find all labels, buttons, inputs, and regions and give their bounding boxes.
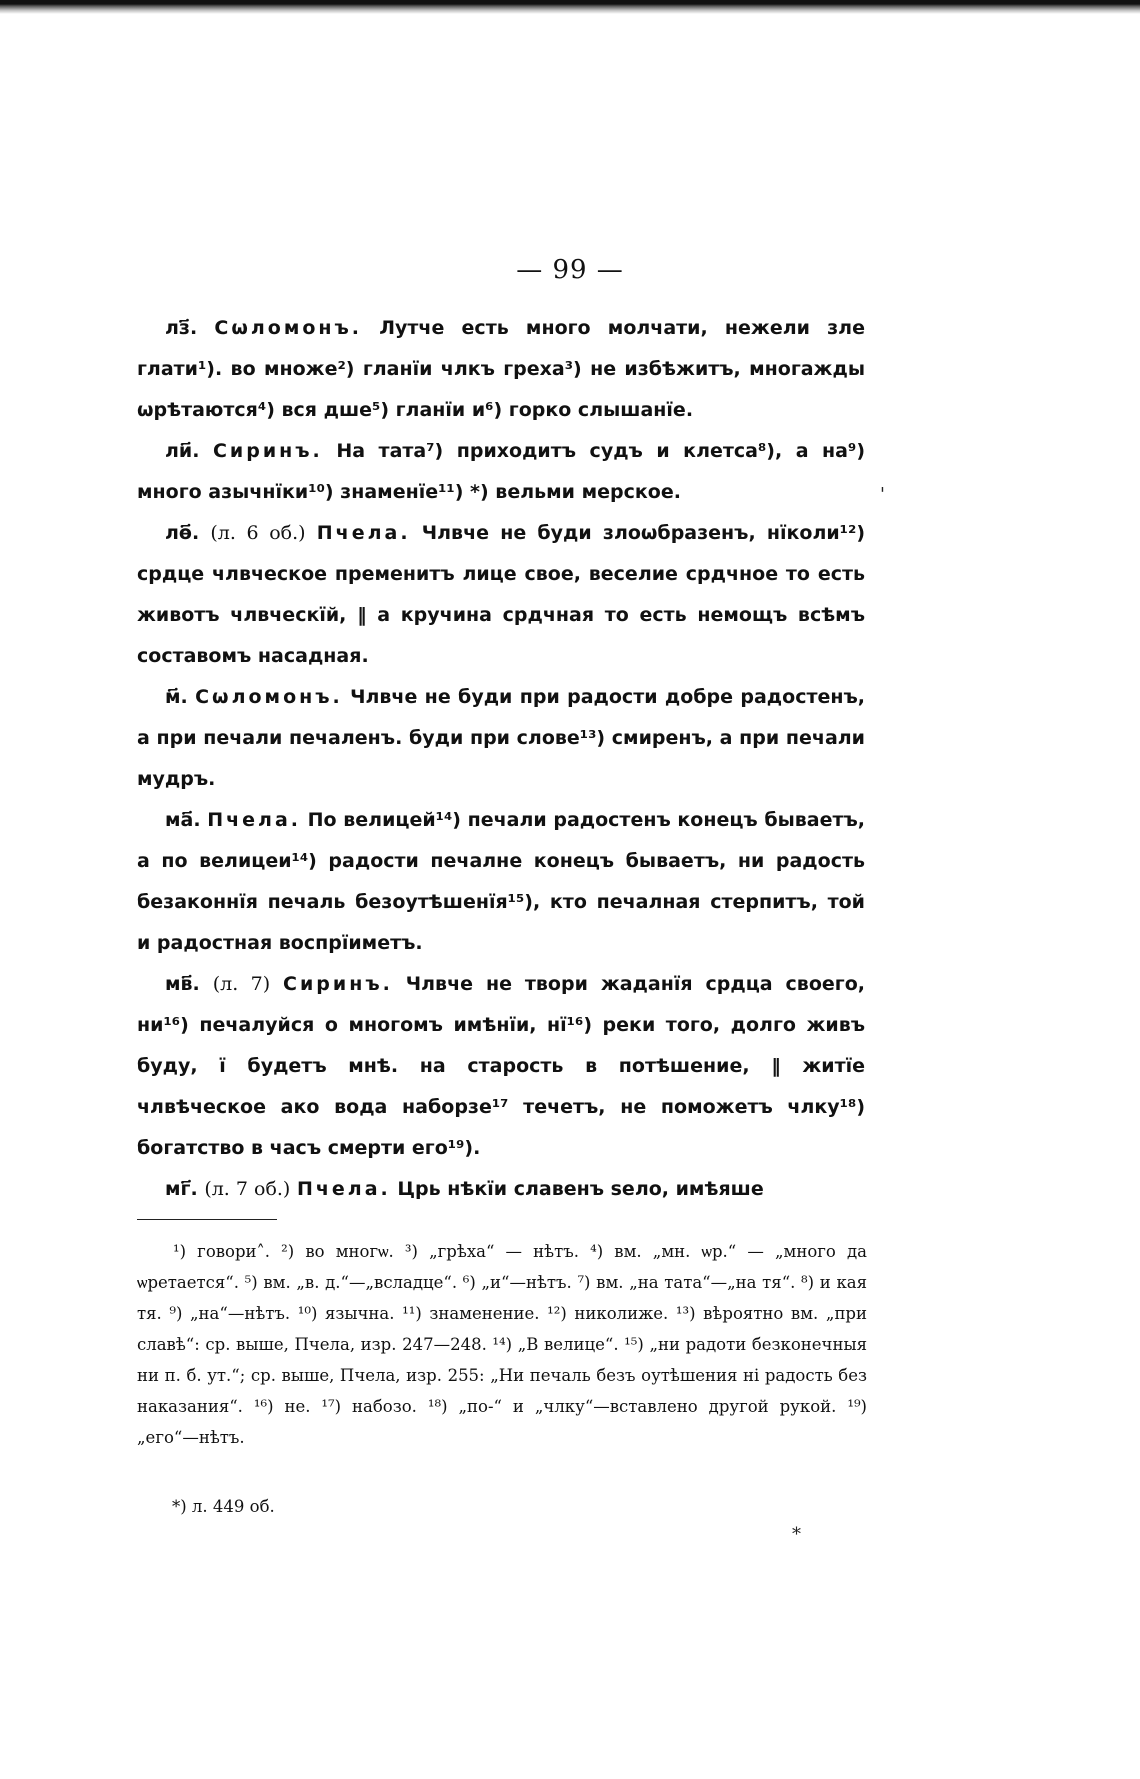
paragraph-number: мв҃. — [165, 973, 200, 995]
scan-speck: * — [792, 1524, 801, 1545]
scan-speck: ' — [880, 484, 885, 505]
paragraph-text: Лутче есть много молчати, нежели зле глати¹). во множе²) гланїи члкъ греха³) не избѣжитъ, многажды ѡрѣтаются⁴) вся дше⁵) гланїи и⁶) горко слышанїе. — [137, 317, 865, 421]
paragraph — [137, 308, 865, 431]
footnote-divider — [137, 1219, 277, 1220]
folio-reference: (л. 7) — [212, 973, 271, 995]
speaker-name: Сиринъ. — [212, 440, 323, 462]
paragraph — [137, 800, 865, 964]
paragraph-number: лѳ҃. — [165, 522, 200, 544]
folio-reference: (л. 7 об.) — [204, 1178, 291, 1200]
paragraph — [137, 677, 865, 800]
paragraph-number: м҃. — [165, 686, 188, 708]
speaker-name: Сѡломонъ. — [195, 686, 343, 708]
paragraph-text: Црь нѣкїи славенъ ѕело, имѣяше — [397, 1178, 764, 1200]
main-text — [137, 308, 865, 1210]
speaker-name: Пчела. — [316, 522, 411, 544]
paragraph-text: Члвче не буди при радости добре радостенъ, а при печали печаленъ. буди при слове¹³) смиренъ, а при печали мудръ. — [137, 686, 865, 790]
paragraph-number: ли҃. — [165, 440, 200, 462]
paragraph-text: По велицей¹⁴) печали радостенъ конецъ бываетъ, а по велицеи¹⁴) радости печалне конецъ бываетъ, ни радость безаконнїя печаль безоутѣшенїя¹⁵), кто печалная стерпитъ, той и радостная воспрїиметъ. — [137, 809, 866, 954]
paragraph-number: лз҃. — [165, 317, 198, 339]
folio-reference: (л. 6 об.) — [210, 522, 306, 544]
speaker-name: Пчела. — [207, 809, 302, 831]
speaker-name: Сѡломонъ. — [214, 317, 363, 339]
footnotes: ¹) говори˄. ²) во многѡ. ³) „грѣха“ — нѣтъ. ⁴) вм. „мн. ѡр.“ — „много да ѡретается“. ⁵) вм. „в. д.“—„всладце“. ⁶) „и“—нѣтъ. ⁷) вм. „на тата“—„на тя“. ⁸) и кая тя. ⁹) „на“—нѣтъ. ¹⁰) язычна. ¹¹) знаменение. ¹²) николиже. ¹³) вѣроятно вм. „при славѣ“: ср. выше, Пчела, изр. 247—248. ¹⁴) „В велице“. ¹⁵) „ни радоти безконечныя ни п. б. ут.“; ср. выше, Пчела, изр. 255: „Ни печаль безъ оутѣшения нi радость без наказания“. ¹⁶) не. ¹⁷) набозо. ¹⁸) „по-“ и „члку“—вставлено другой рукой. ¹⁹) „его“—нѣтъ. — [137, 1242, 867, 1447]
paragraph-text: Члвче не твори жаданїя срдца своего, ни¹⁶) печалуйся о многомъ имѣнїи, нї¹⁶) реки того, долго живъ буду, ї будетъ мнѣ. на старость в потѣшение, ‖ житїе члвѣческое ако вода наборзе¹⁷ течетъ, не поможетъ члку¹⁸) богатство в часъ смерти его¹⁹). — [137, 973, 865, 1159]
page-number: — 99 — — [516, 255, 624, 285]
paragraph — [137, 513, 865, 677]
paragraph-text: Члвче не буди злоѡбразенъ, нїколи¹²) срдце члвческое пременитъ лице свое, веселие срдчное то есть животъ члвческїй, ‖ а кручина срдчная то есть немощъ всѣмъ составомъ насадная. — [137, 522, 865, 667]
paragraph — [137, 431, 865, 513]
paragraph-number: ма҃. — [165, 809, 201, 831]
paragraph-number: мг҃. — [165, 1178, 198, 1200]
speaker-name: Сиринъ. — [283, 973, 393, 995]
scan-edge — [0, 0, 1140, 14]
paragraph — [137, 1169, 865, 1210]
paragraph — [137, 964, 865, 1169]
footnote-star: *) л. 449 об. — [172, 1497, 275, 1516]
speaker-name: Пчела. — [296, 1178, 391, 1200]
paragraph-text: На тата⁷) приходитъ судъ и клетса⁸), а на⁹) много азычнїки¹⁰) знаменїе¹¹) *) вельми мерское. — [137, 440, 866, 503]
